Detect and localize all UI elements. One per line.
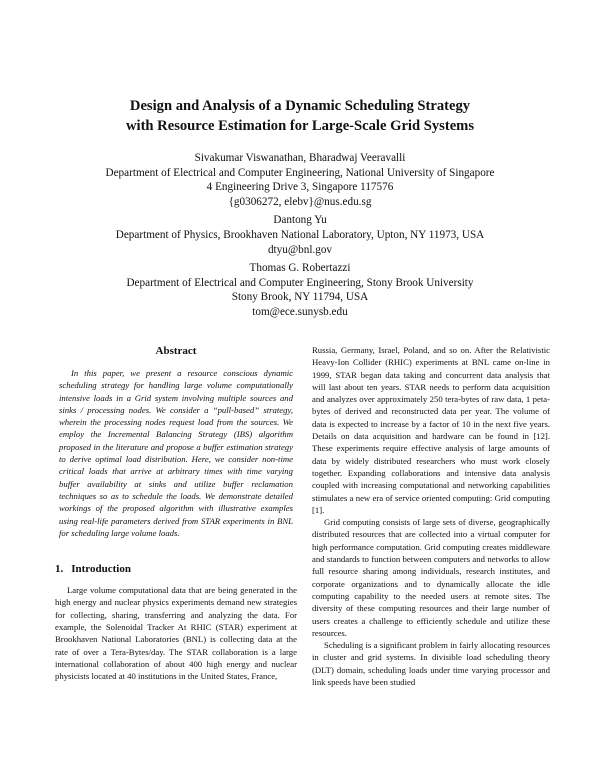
affiliation-nus: Department of Electrical and Computer Engineering, National University of Singapore [105, 166, 495, 179]
email-bnl: dtyu@bnl.gov [267, 243, 333, 256]
author-group-stonybrook [40, 261, 560, 319]
abstract-heading: Abstract [155, 345, 197, 357]
right-column [312, 344, 550, 688]
author-name-stonybrook: Thomas G. Robertazzi [249, 262, 351, 275]
author-group-bnl [40, 213, 560, 257]
intro-paragraph-continued: Russia, Germany, Israel, Poland, and so on. After the Relativistic Heavy-Ion Collider (RHIC) experiments at BNL came on-line in 1999, STAR began data taking and concurrent data analysis that will last about ten years. STAR needs to perform data acquisition and analyzes over approximately 250 tera-bytes of raw data, 1 peta-bytes of derived and reconstructed data per year. The volume of data is expected to increase by a factor of 10 in the next five years. Details on data acquisition and hardware can be found in [12]. These experiments require effective analysis of large amounts of data by widely distributed researchers who must work closely together. Expanding collaborations and intensive data analysis coupled with increasing computational and networking capabilities stimulates a new era of service oriented computing: Grid computing [1]. [312, 345, 550, 515]
affiliation-stonybrook: Department of Electrical and Computer Engineering, Stony Brook University [126, 276, 474, 289]
author-block [40, 151, 560, 320]
intro-paragraph-1: Large volume computational data that are being generated in the high energy and nuclear physics experiments demand new strategies for collecting, sharing, transferring and analyzing the data. For example, the Solenoidal Tracker At RHIC (STAR) experiment at Brookhaven National Laboratories (BNL) is collecting data at the rate of over a Tera-Bytes/day. The STAR collaboration is a large international collaboration of about 400 high energy and nuclear physicists located at 40 institutions in the United States, France, [55, 585, 297, 682]
author-names-nus: Sivakumar Viswanathan, Bharadwaj Veeravalli [194, 152, 406, 164]
address-nus: 4 Engineering Drive 3, Singapore 117576 [206, 181, 394, 194]
left-column [55, 344, 297, 683]
title-line-2: with Resource Estimation for Large-Scale Grid Systems [125, 118, 475, 134]
author-name-bnl: Dantong Yu [273, 214, 327, 227]
section-title: Introduction [71, 563, 131, 576]
affiliation-bnl: Department of Physics, Brookhaven National Laboratory, Upton, NY 11973, USA [115, 228, 485, 241]
author-group-nus [40, 151, 560, 209]
section-number: 1. [55, 563, 64, 576]
section-heading-introduction [55, 562, 297, 576]
address-stonybrook: Stony Brook, NY 11794, USA [231, 291, 369, 304]
intro-paragraph-grid: Grid computing consists of large sets of diverse, geographically distributed resources that are collected into a virtual computer for high performance computation. Grid computing creates middleware and standards to function between computers and networks to allow full resource sharing among individuals, research institutes, and corporate organizations and to dynamically allocate the idle computing capability to the needed users at remote sites. The diversity of these computing resources and their large number of users creates a challenge to efficiently schedule and utilize these resources. [312, 517, 550, 638]
intro-paragraph-scheduling: Scheduling is a significant problem in fairly allocating resources in cluster and grid systems. In divisible load scheduling theory (DLT) domain, scheduling loads under time varying processor and link speeds have been studied [312, 640, 550, 688]
paper-title [60, 96, 540, 136]
title-line-1: Design and Analysis of a Dynamic Scheduling Strategy [129, 98, 471, 114]
abstract-text: In this paper, we present a resource conscious dynamic scheduling strategy for handling large volume computationally intensive loads in a Grid system involving multiple sources and sinks / processing nodes. We consider a “pull-based” strategy, wherein the processing nodes request load from the sources. We employ the Incremental Balancing Strategy (IBS) algorithm proposed in the literature and propose a buffer estimation strategy to derive optimal load distribution. Here, we consider non-time critical loads that arrive at arbitrary times with time varying buffer availability at sinks and utilize buffer reclamation techniques so as to schedule the loads. We demonstrate detailed workings of the proposed algorithm with illustrative examples using real-life parameters derived from STAR experiments in BNL for scheduling large volume loads. [59, 368, 293, 538]
email-nus: {g0306272, elebv}@nus.edu.sg [228, 195, 372, 208]
email-stonybrook: tom@ece.sunysb.edu [252, 305, 348, 318]
